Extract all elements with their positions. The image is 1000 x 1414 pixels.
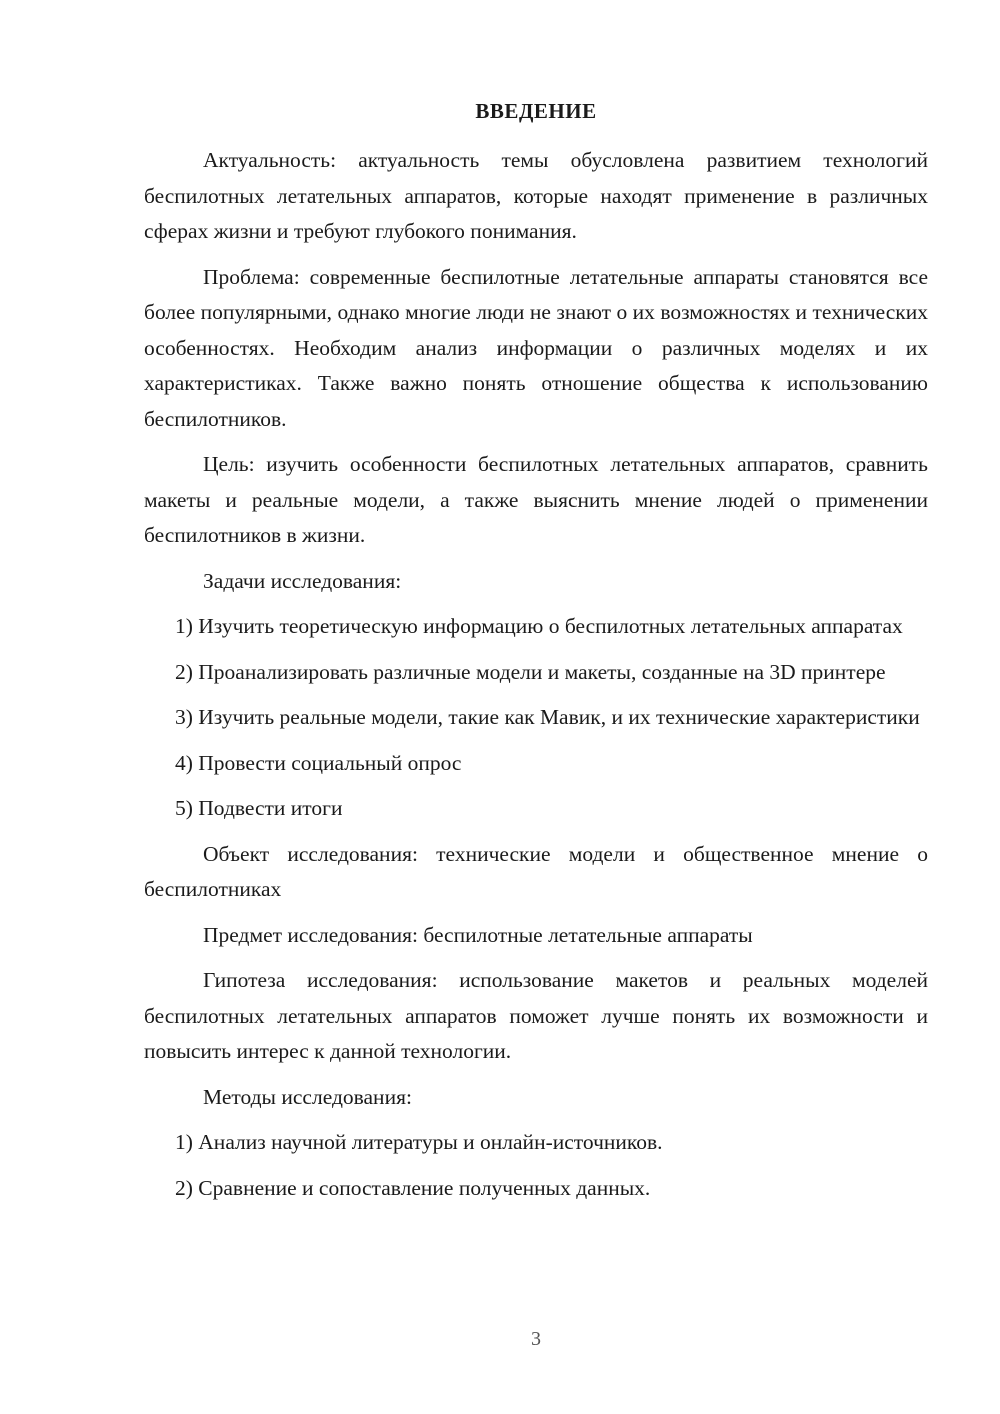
task-item-4: 4) Провести социальный опрос — [175, 750, 462, 775]
paragraph-problem: Проблема: современные беспилотные летательные аппараты становятся все более популярными, однако многие люди не знают о их возможностях и технических особенностях. Необходим анализ информации о различных моделях и их характеристиках. Также важно понять отношение общества к использованию беспилотников. — [144, 264, 928, 431]
task-item-2: 2) Проанализировать различные модели и макеты, созданные на 3D принтере — [175, 659, 886, 684]
paragraph-goal: Цель: изучить особенности беспилотных летательных аппаратов, сравнить макеты и реальные модели, а также выяснить мнение людей о применении беспилотников в жизни. — [144, 452, 928, 547]
task-item-1: 1) Изучить теоретическую информацию о беспилотных летательных аппаратах — [175, 614, 903, 638]
paragraph-subject: Предмет исследования: беспилотные летательные аппараты — [203, 922, 753, 947]
task-item-3: 3) Изучить реальные модели, такие как Мавик, и их технические характеристики — [175, 705, 920, 729]
methods-heading: Методы исследования: — [203, 1084, 412, 1109]
document-body — [144, 143, 928, 1216]
method-item-2: 2) Сравнение и сопоставление полученных данных. — [175, 1175, 651, 1200]
paragraph-relevance: Актуальность: актуальность темы обусловлена развитием технологий беспилотных летательных аппаратов, которые находят применение в различных сферах жизни и требуют глубокого понимания. — [144, 148, 928, 243]
document-page — [144, 0, 928, 1414]
tasks-heading: Задачи исследования: — [203, 568, 402, 593]
paragraph-object: Объект исследования: технические модели и общественное мнение о беспилотниках — [144, 841, 928, 901]
page-number: 3 — [531, 1328, 541, 1350]
paragraph-hypothesis: Гипотеза исследования: использование макетов и реальных моделей беспилотных летательных аппаратов поможет лучше понять их возможности и повысить интерес к данной технологии. — [144, 968, 928, 1063]
method-item-1: 1) Анализ научной литературы и онлайн-источников. — [175, 1130, 663, 1154]
task-item-5: 5) Подвести итоги — [175, 796, 343, 820]
page-title: ВВЕДЕНИЕ — [475, 99, 597, 123]
